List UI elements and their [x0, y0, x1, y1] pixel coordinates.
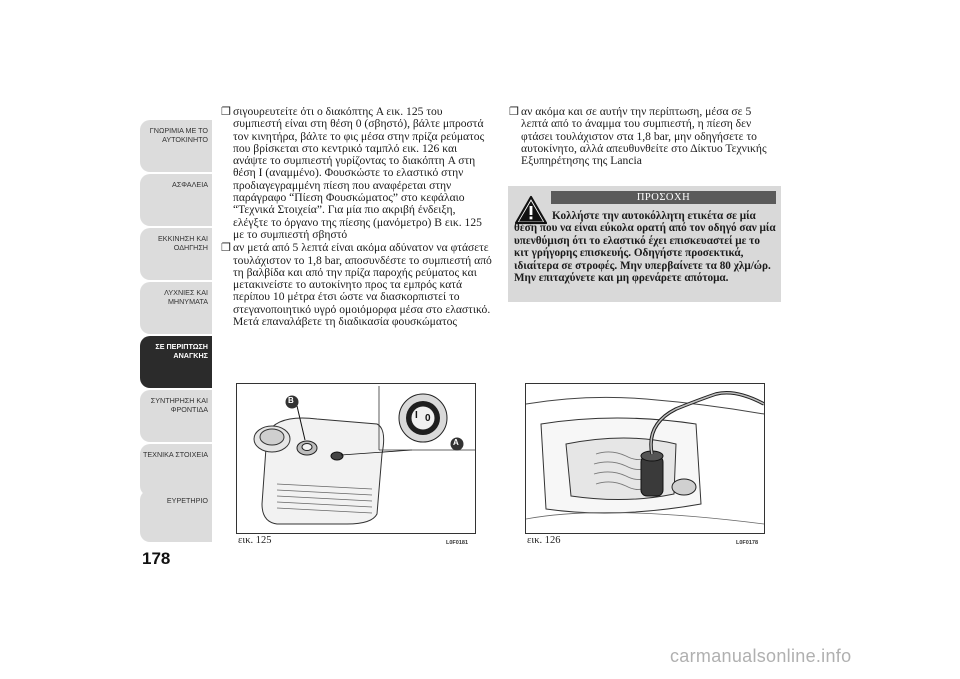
warning-text: Κολλήστε την αυτοκόλλητη ετικέτα σε μία θέση που να είναι εύκολα ορατή από τον οδηγό σαν μία υπενθύμιση ότι το ελαστικό έχει επισκευαστεί με το κιτ γρήγορης επισκευής. Οδηγήστε προσεκτικά, ιδιαίτερα σε στροφές. Μην υπερβαίνετε τα 80 χλμ/ώρ. Μην επιταχύνετε και μη φρενάρετε απότομα. [514, 210, 776, 285]
label-a: A [453, 438, 459, 447]
switch-off-mark: 0 [425, 413, 431, 424]
text-column-right [509, 106, 781, 168]
bullet-text: αν ακόμα και σε αυτήν την περίπτωση, μέσα σε 5 λεπτά από το άναμμα του συμπιεστή, η πίεση δεν φτάσει τουλάχιστον στα 1,8 bar, μην οδηγήσετε το αυτοκίνητο, αλλά απευθυνθείτε στο Δίκτυο Τεχνικής Εξυπηρέτησης της Lancia [521, 105, 767, 168]
switch-on-mark: I [415, 410, 418, 421]
bullet-paragraph [221, 242, 493, 328]
warning-box [508, 186, 781, 302]
page-number: 178 [142, 549, 171, 568]
bullet-text: αν μετά από 5 λεπτά είναι ακόμα αδύνατον να φτάσετε τουλάχιστον το 1,8 bar, αποσυνδέστε το συμπιεστή από τη βαλβίδα και από την πρίζα παροχής ρεύματος και μετακινείστε το αυτοκίνητο προς τα εμπρός κατά περίπου 10 μέτρα έτσι ώστε να διασκορπιστεί το στεγανοποιητικό υγρό ομοιόμορφα μέσα στο ελαστικό. Μετά επαναλάβετε τη διαδικασία φουσκώματος [233, 241, 492, 329]
label-b: B [288, 396, 294, 405]
bullet-text: σιγουρευτείτε ότι ο διακόπτης A εικ. 125 του συμπιεστή είναι στη θέση 0 (σβηστό), βάλτε μπροστά τον κινητήρα, βάλτε το φις μέσα στην πρίζα ρεύματος που βρίσκεται στο κεντρικό ταμπλό εικ. 126 και ανάψτε το συμπιεστή γυρίζοντας το διακόπτη A στη θέση I (αναμμένο). Φουσκώστε το ελαστικό στην προδιαγεγραμμένη πίεση που αναφέρεται στην παράγραφο “Πίεση Φουσκώματος” στο κεφάλαιο “Τεχνικά Στοιχεία”. Για μία πιο ακριβή ένδειξη, ελέγξτε το όργανο της πίεσης (μανόμετρο) B εικ. 125 με το συμπιεστή σβηστό [233, 105, 485, 241]
compressor-illustration [237, 384, 475, 533]
sidebar-tab-index[interactable]: ΕΥΡΕΤΗΡΙΟ [140, 490, 212, 542]
sidebar-tab-maintenance[interactable]: ΣΥΝΤΗΡΗΣΗ ΚΑΙ ΦΡΟΝΤΙΔΑ [140, 390, 212, 442]
bullet-paragraph [509, 106, 781, 167]
figure-code-126: L0F0178 [736, 540, 759, 546]
warning-title: ΠΡΟΣΟΧΗ [551, 191, 776, 204]
bullet-paragraph [221, 106, 493, 241]
sidebar-tab-safety[interactable]: ΑΣΦΑΛΕΙΑ [140, 174, 212, 226]
sidebar-tab-getting-to-know[interactable]: ΓΝΩΡΙΜΙΑ ΜΕ ΤΟ ΑΥΤΟΚΙΝΗΤΟ [140, 120, 212, 172]
text-column-left [221, 106, 493, 329]
sidebar-tab-emergency[interactable]: ΣΕ ΠΕΡΙΠΤΩΣΗ ΑΝΑΓΚΗΣ [140, 336, 212, 388]
figure-code-125: L0F0181 [446, 540, 469, 546]
power-socket-illustration [526, 384, 764, 533]
checkbox-bullet-icon: ❐ [221, 106, 231, 118]
watermark: carmanualsonline.info [670, 646, 852, 666]
sidebar-tab-technical-data[interactable]: ΤΕΧΝΙΚΑ ΣΤΟΙΧΕΙΑ [140, 444, 212, 496]
checkbox-bullet-icon: ❐ [221, 242, 231, 255]
checkbox-bullet-icon: ❐ [509, 106, 519, 118]
sidebar-tab-starting-driving[interactable]: ΕΚΚΙΝΗΣΗ ΚΑΙ ΟΔΗΓΗΣΗ [140, 228, 212, 280]
figure-caption-125: εικ. 125 [238, 535, 272, 546]
figure-compressor-switch [236, 383, 476, 534]
figure-power-socket [525, 383, 765, 534]
sidebar-tab-lights-messages[interactable]: ΛΥΧΝΙΕΣ ΚΑΙ ΜΗΝΥΜΑΤΑ [140, 282, 212, 334]
figure-caption-126: εικ. 126 [527, 535, 561, 546]
